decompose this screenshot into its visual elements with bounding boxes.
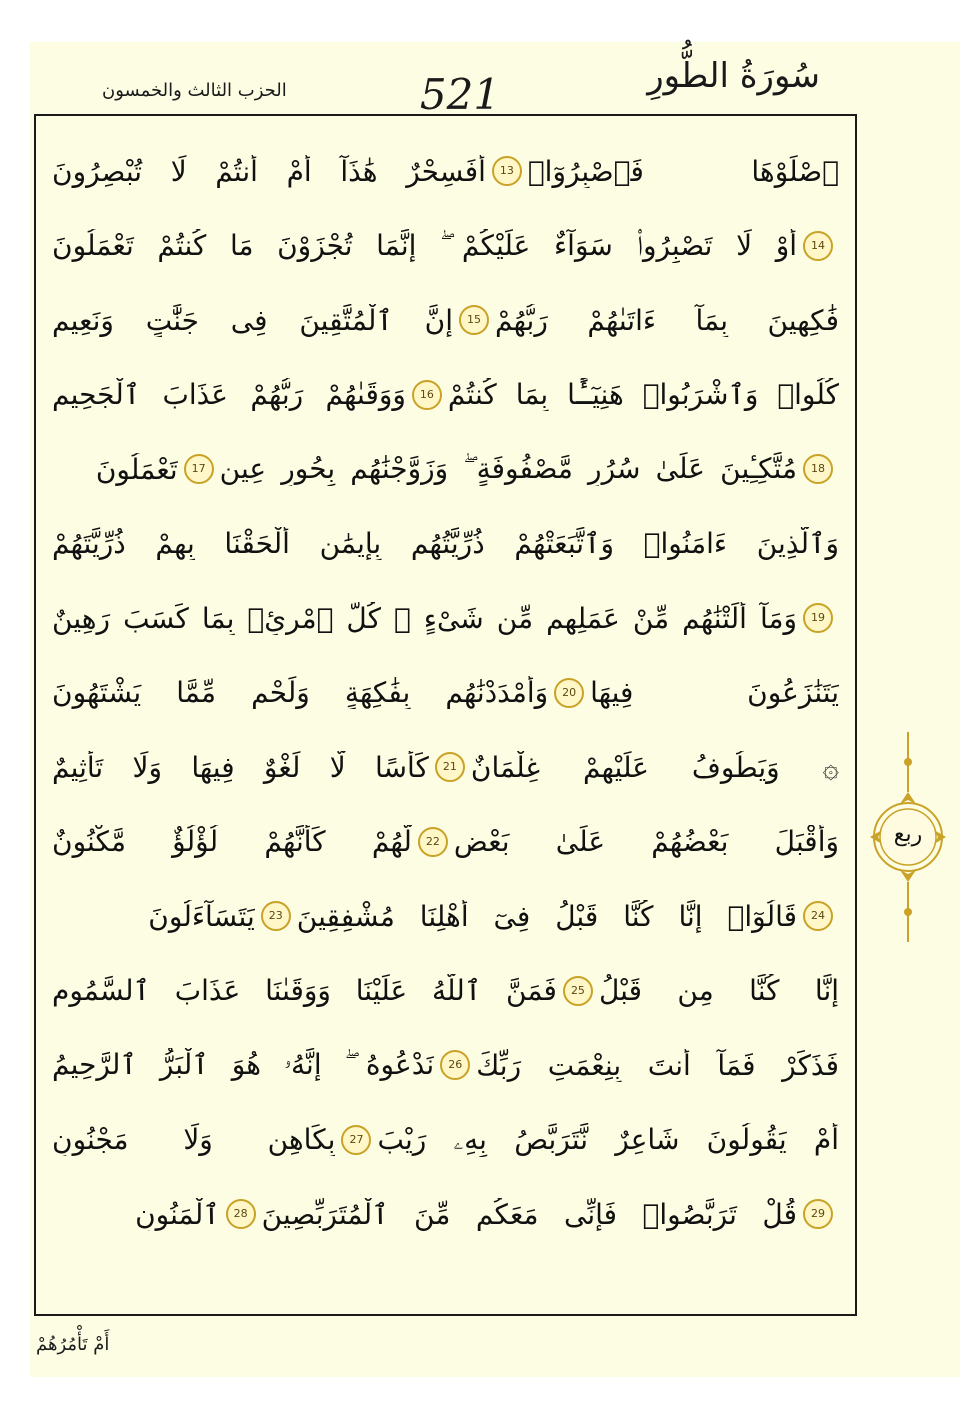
ayah-number-marker: 14 [803,231,833,261]
verse-line [52,209,839,284]
page-header [30,42,960,119]
verse-text: فَذَكِّرْ فَمَآ أَنتَ بِنِعْمَتِ رَبِّكَ [476,1048,839,1082]
verse-text: كُلُوا۟ وَٱشْرَبُوا۟ هَنِيٓـًٔۢا بِمَا كُنتُمْ [447,378,839,412]
verse-line [52,879,839,954]
verse-line [52,1028,839,1103]
verse-text: فَٰكِهِينَ بِمَآ ءَاتَىٰهُمْ رَبُّهُمْ [495,303,839,337]
ayah-number-marker: 23 [261,901,291,931]
surah-name: سُورَةُ الطُّورِ [647,56,820,96]
verse-text: وَأَقْبَلَ بَعْضُهُمْ عَلَىٰ بَعْضٍ [453,825,839,859]
catchword: أَمْ تَأْمُرُهُمْ [36,1334,110,1355]
ayah-number-marker: 18 [803,454,833,484]
ayah-number-marker: 13 [492,156,522,186]
ayah-number-marker: 22 [418,827,448,857]
verse-text: أَوْ لَا تَصْبِرُوا۟ سَوَآءٌ عَلَيْكُمْ ۖ إِنَّمَا تُجْزَوْنَ مَا كُنتُمْ تَعْمَلُونَ [52,228,797,262]
verse-line [52,805,839,880]
verse-text: بِكَاهِنٍ وَلَا مَجْنُونٍ [52,1123,336,1157]
verse-line [52,358,839,433]
verse-line [52,730,839,805]
verse-text: إِنَّا كُنَّا مِن قَبْلُ [598,974,839,1008]
page-number: 521 [419,70,501,119]
mushaf-page [30,42,960,1377]
verse-line [52,1177,839,1252]
verse-text: ٱلْمَنُونِ [135,1197,220,1231]
rub-label: ربع [893,822,923,847]
verse-text: ٱصْلَوْهَا فَٱصْبِرُوٓا۟ [527,154,839,188]
verse-text: ۞ وَيَطُوفُ عَلَيْهِمْ غِلْمَانٌ [470,750,839,784]
ayah-number-marker: 29 [803,1199,833,1229]
verse-line [52,656,839,731]
ayah-number-marker: 16 [412,380,442,410]
verse-text: تَعْمَلُونَ [95,452,178,486]
ayah-number-marker: 17 [184,454,214,484]
verse-text: لَّهُمْ كَأَنَّهُمْ لُؤْلُؤٌ مَّكْنُونٌ [52,825,412,859]
verse-text: فَمَنَّ ٱللَّهُ عَلَيْنَا وَوَقَىٰنَا عَذَابَ ٱلسَّمُومِ [52,974,557,1008]
ayah-number-marker: 24 [803,901,833,931]
ayah-number-marker: 15 [459,305,489,335]
verse-text: وَوَقَىٰهُمْ رَبُّهُمْ عَذَابَ ٱلْجَحِيمِ [52,378,406,412]
verse-text: إِنَّ ٱلْمُتَّقِينَ فِى جَنَّٰتٍ وَنَعِيمٍ [52,303,453,337]
verse-text: أَفَسِحْرٌ هَٰذَآ أَمْ أَنتُمْ لَا تُبْصِرُونَ [52,154,486,188]
verse-line [52,1103,839,1178]
verse-text: مُتَّكِـِٔينَ عَلَىٰ سُرُرٍ مَّصْفُوفَةٍ ۖ وَزَوَّجْنَٰهُم بِحُورٍ عِينٍ [219,452,798,486]
verse-line [52,283,839,358]
verse-text: يَتَنَٰزَعُونَ فِيهَا [590,676,839,710]
ayah-number-marker: 19 [803,603,833,633]
verse-line [52,432,839,507]
ayah-number-marker: 25 [563,976,593,1006]
ayah-number-marker: 26 [440,1050,470,1080]
verse-text: أَمْ يَقُولُونَ شَاعِرٌ نَّتَرَبَّصُ بِهِۦ رَيْبَ [377,1122,839,1156]
hizb-label: الحزب الثالث والخمسون [102,80,287,101]
verse-text: وَمَآ أَلَتْنَٰهُم مِّنْ عَمَلِهِم مِّن شَىْءٍ ۚ كُلُّ ٱمْرِئٍۭ بِمَا كَسَبَ رَهِينٌ [52,601,797,635]
verse-text: قَالُوٓا۟ إِنَّا كُنَّا قَبْلُ فِىٓ أَهْلِنَا مُشْفِقِينَ [296,899,798,933]
text-frame [34,114,857,1316]
verse-line [52,581,839,656]
verse-line [52,134,839,209]
verse-text: وَٱلَّذِينَ ءَامَنُوا۟ وَٱتَّبَعَتْهُمْ ذُرِّيَّتُهُم بِإِيمَٰنٍ أَلْحَقْنَا بِهِمْ ذُرِّيَّتَهُمْ [52,527,839,561]
verse-text: يَتَسَآءَلُونَ [148,899,255,933]
ayah-number-marker: 21 [435,752,465,782]
verse-text: وَأَمْدَدْنَٰهُم بِفَٰكِهَةٍ وَلَحْمٍ مِّمَّا يَشْتَهُونَ [52,676,549,710]
ayah-number-marker: 27 [341,1125,371,1155]
verse-line [52,954,839,1029]
verse-line [52,507,839,582]
verse-text: كَأْسًا لَّا لَغْوٌ فِيهَا وَلَا تَأْثِيمٌ [52,750,429,784]
verse-text: قُلْ تَرَبَّصُوا۟ فَإِنِّى مَعَكُم مِّنَ ٱلْمُتَرَبِّصِينَ [261,1197,798,1231]
ayah-number-marker: 28 [226,1199,256,1229]
verse-text: نَدْعُوهُ ۖ إِنَّهُۥ هُوَ ٱلْبَرُّ ٱلرَّحِيمُ [52,1048,435,1082]
ayah-number-marker: 20 [554,678,584,708]
